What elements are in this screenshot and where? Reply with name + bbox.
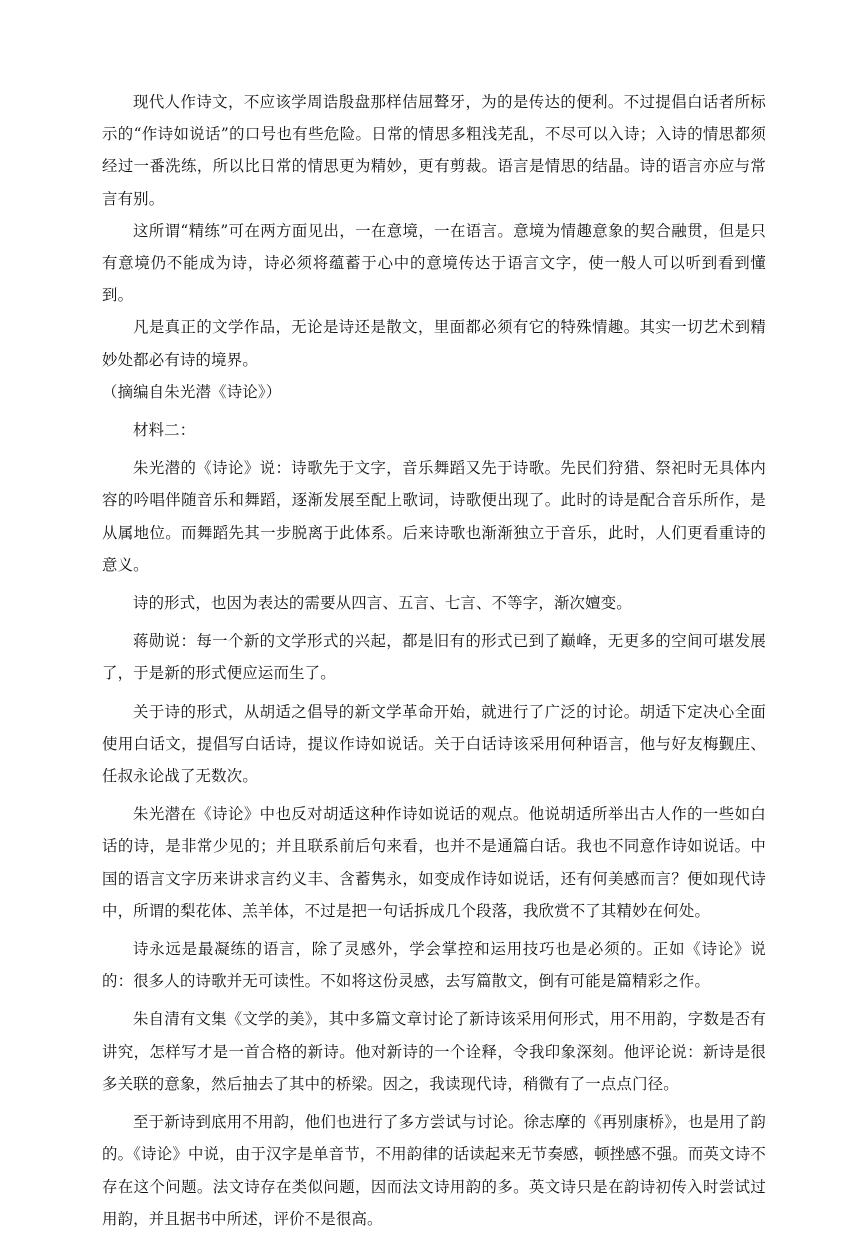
paragraph: 朱光潜在《诗论》中也反对胡适这种作诗如说话的观点。他说胡适所举出古人作的一些如白话的诗，是非常少见的；并且联系前后句来看，也并不是通篇白话。我也不同意作诗如说话。中国的语言文字历来讲求言约义丰、含蓄隽永，如变成作诗如说话，还有何美感而言？便如现代诗中，所谓的梨花体、羔羊体，不过是把一句话拆成几个段落，我欣赏不了其精妙在何处。: [102, 805, 766, 920]
paragraph: 至于新诗到底用不用韵，他们也进行了多方尝试与讨论。徐志摩的《再别康桥》，也是用了韵的。《诗论》中说，由于汉字是单音节，不用韵律的话读起来无节奏感，顿挫感不强。而英文诗不存在这个问题。法文诗存在类似问题，因而法文诗用韵的多。英文诗只是在韵诗初传入时尝试过用韵，并且据书中所述，评价不是很高。: [102, 1113, 766, 1228]
paragraph: 关于诗的形式，从胡适之倡导的新文学革命开始，就进行了广泛的讨论。胡适下定决心全面使用白话文，提倡写白话诗，提议作诗如说话。关于白话诗该采用何种语言，他与好友梅觐庄、任叔永论战了无数次。: [102, 702, 766, 786]
paragraph: 现代人作诗文，不应该学周诰殷盘那样佶屈聱牙，为的是传达的便利。不过提倡白话者所标示的“作诗如说话”的口号也有些危险。日常的情思多粗浅芜乱，不尽可以入诗；入诗的情思都须经过一番洗练，所以比日常的情思更为精妙，更有剪裁。语言是情思的结晶。诗的语言亦应与常言有别。: [102, 93, 766, 208]
paragraph: 诗永远是最凝练的语言，除了灵感外，学会掌控和运用技巧也是必须的。正如《诗论》说的：很多人的诗歌并无可读性。不如将这份灵感，去写篇散文，倒有可能是篇精彩之作。: [102, 940, 766, 991]
paragraph: 朱自清有文集《文学的美》，其中多篇文章讨论了新诗该采用何形式，用不用韵，字数是否有讲究，怎样写才是一首合格的新诗。他对新诗的一个诠释，令我印象深刻。他评论说：新诗是很多关联的意象，然后抽去了其中的桥梁。因之，我读现代诗，稍微有了一点点门径。: [102, 1010, 766, 1093]
document-body: [102, 86, 766, 1235]
paragraph: 凡是真正的文学作品，无论是诗还是散文，里面都必须有它的特殊情趣。其实一切艺术到精妙处都必有诗的境界。: [102, 318, 766, 369]
section-heading: 材料二：: [133, 421, 196, 440]
paragraph: 这所谓“精练”可在两方面见出，一在意境，一在语言。意境为情趣意象的契合融贯，但是只有意境仍不能成为诗，诗必须将蕴蓄于心中的意境传达于语言文字，使一般人可以听到看到懂到。: [102, 221, 766, 305]
paragraph: 蒋勋说：每一个新的文学形式的兴起，都是旧有的形式已到了巅峰，无更多的空间可堪发展了，于是新的形式便应运而生了。: [102, 632, 766, 683]
paragraph: 诗的形式，也因为表达的需要从四言、五言、七言、不等字，渐次嬗变。: [133, 594, 632, 613]
source-citation: （摘编自朱光潜《诗论》）: [102, 382, 282, 401]
paragraph: 朱光潜的《诗论》说：诗歌先于文字，音乐舞蹈又先于诗歌。先民们狩猎、祭祀时无具体内容的吟唱伴随音乐和舞蹈，逐渐发展至配上歌词，诗歌便出现了。此时的诗是配合音乐所作，是从属地位。而舞蹈先其一步脱离于此体系。后来诗歌也渐渐独立于音乐，此时，人们更看重诗的意义。: [102, 459, 766, 574]
